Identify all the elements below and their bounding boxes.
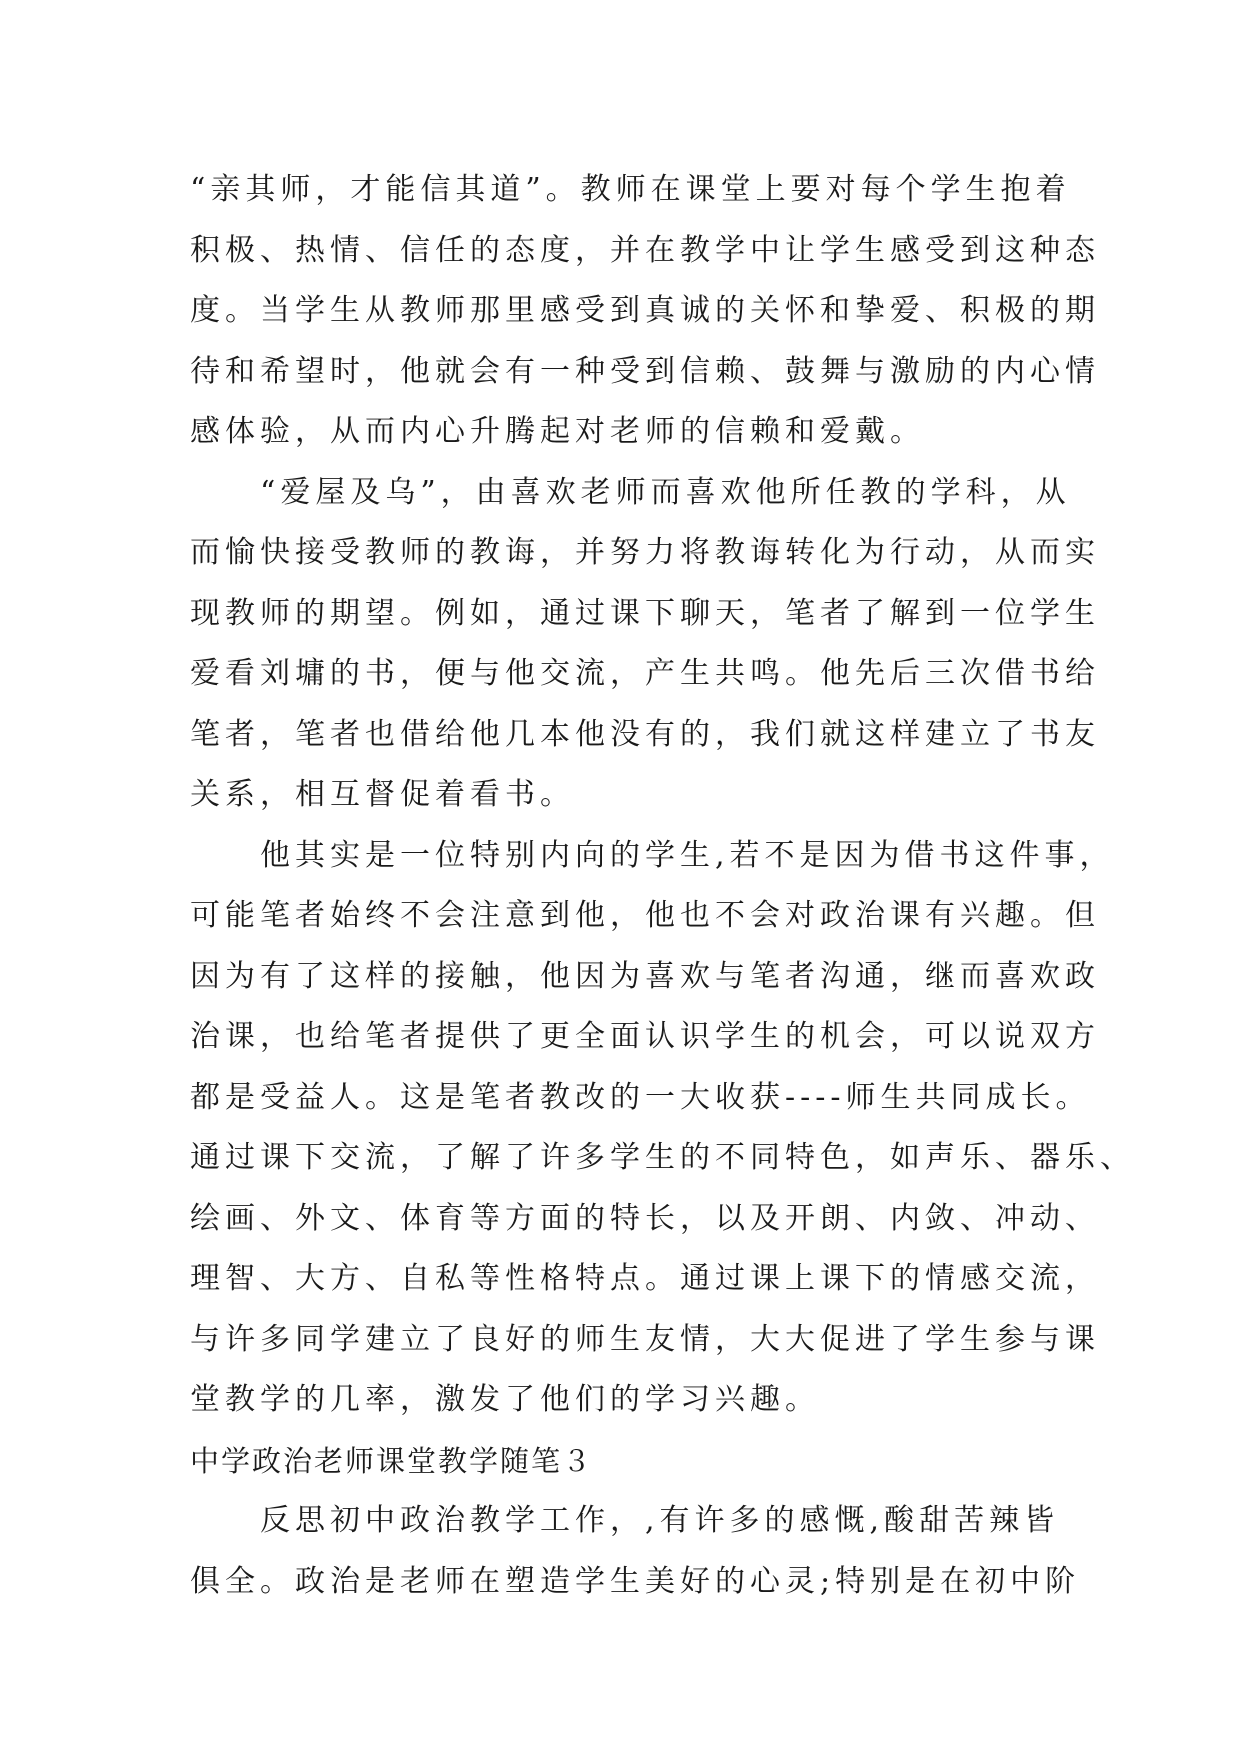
text-line: 俱全。政治是老师在塑造学生美好的心灵;特别是在初中阶: [190, 1563, 1081, 1599]
text-line: 治课，也给笔者提供了更全面认识学生的机会，可以说双方: [190, 1019, 1100, 1054]
text-line: 反思初中政治教学工作，,有许多的感慨,酸甜苦辣皆: [190, 1503, 1060, 1538]
text-line: 与许多同学建立了良好的师生友情，大大促进了学生参与课: [190, 1321, 1100, 1357]
text-line: 理智、大方、自私等性格特点。通过课上课下的情感交流，: [190, 1261, 1100, 1296]
text-line: 现教师的期望。例如，通过课下聊天，笔者了解到一位学生: [190, 595, 1100, 631]
document-body: [190, 160, 1135, 1612]
text-line: 而愉快接受教师的教诲，并努力将教诲转化为行动，从而实: [190, 535, 1100, 570]
text-line: 都是受益人。这是笔者教改的一大收获----师生共同成长。: [190, 1079, 1091, 1115]
text-line: 积极、热情、信任的态度，并在教学中让学生感受到这种态: [190, 232, 1100, 268]
text-line: 度。当学生从教师那里感受到真诚的关怀和挚爱、积极的期: [190, 293, 1100, 328]
text-line: 通过课下交流，了解了许多学生的不同特色，如声乐、器乐、: [190, 1140, 1135, 1175]
text-line: 可能笔者始终不会注意到他，他也不会对政治课有兴趣。但: [190, 898, 1100, 933]
text-line: 他其实是一位特别内向的学生,若不是因为借书这件事，: [190, 837, 1115, 873]
text-line: “爱屋及乌”，由喜欢老师而喜欢他所任教的学科，从: [190, 474, 1071, 510]
text-line: 感体验，从而内心升腾起对老师的信赖和爱戴。: [190, 414, 925, 449]
section-heading: 中学政治老师课堂教学随笔３: [190, 1443, 594, 1478]
text-line: 关系，相互督促着看书。: [190, 777, 575, 812]
text-line: 堂教学的几率，激发了他们的学习兴趣。: [190, 1382, 820, 1417]
text-line: 爱看刘墉的书，便与他交流，产生共鸣。他先后三次借书给: [190, 656, 1100, 691]
text-line: 绘画、外文、体育等方面的特长，以及开朗、内敛、冲动、: [190, 1200, 1100, 1236]
text-line: 笔者，笔者也借给他几本他没有的，我们就这样建立了书友: [190, 716, 1100, 752]
text-line: 因为有了这样的接触，他因为喜欢与笔者沟通，继而喜欢政: [190, 958, 1100, 994]
text-line: 待和希望时，他就会有一种受到信赖、鼓舞与激励的内心情: [190, 353, 1100, 389]
text-line: “亲其师，才能信其道”。教师在课堂上要对每个学生抱着: [190, 172, 1071, 207]
